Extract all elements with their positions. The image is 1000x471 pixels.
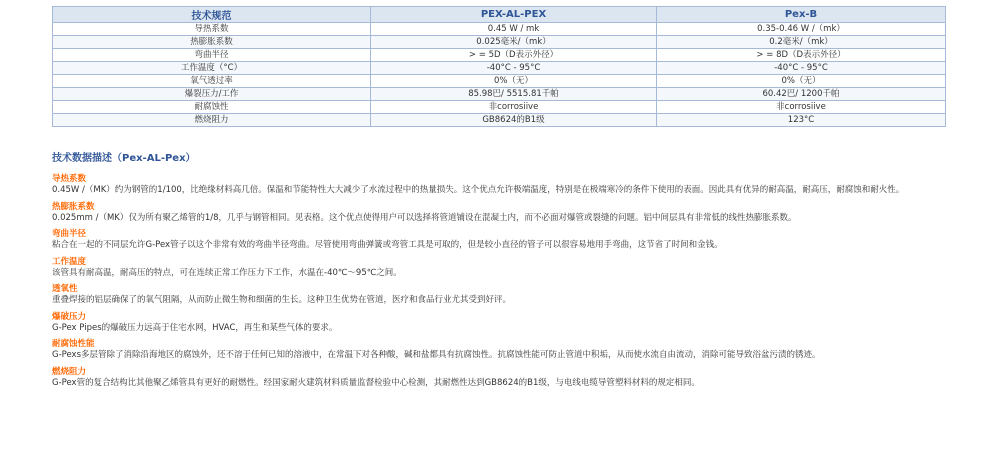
pex-b-cell: 60.42巴/ 1200千帕 <box>657 88 946 101</box>
description-item-title: 工作温度 <box>52 256 87 267</box>
table-row <box>53 36 946 49</box>
pex-al-pex-cell: -40°C - 95°C <box>371 62 657 75</box>
description-item-title: 耐腐蚀性能 <box>52 339 95 349</box>
spec-name-cell: 热膨胀系数 <box>53 36 371 49</box>
description-item <box>52 174 952 197</box>
description-item <box>52 257 952 280</box>
header-spec: 技术规范 <box>53 7 371 23</box>
table-row <box>53 62 946 75</box>
spec-name-cell: 导热系数 <box>53 23 371 36</box>
table-row <box>53 75 946 88</box>
table-row <box>53 23 946 36</box>
description-item-title: 导热系数 <box>52 174 87 184</box>
pex-b-cell: 0%（无） <box>657 75 946 88</box>
description-item-body: G-Pex Pipes的爆破压力远高于住宅水网，HVAC，再生和某些气体的要求。 <box>52 322 338 333</box>
description-item-body: 0.45W /（MK）约为钢管的1/100，比绝缘材料高几倍。保温和节能特性大大减少了水流过程中的热量损失。这个优点允许极端温度，特别是在极端寒冷的条件下使用的表面。因此具有优异的耐高温，耐高压，耐腐蚀和耐火性。 <box>52 185 905 195</box>
spec-name-cell: 耐腐蚀性 <box>53 101 371 114</box>
spec-table <box>52 6 946 127</box>
pex-b-cell: 0.35-0.46 W /（mk） <box>657 23 946 36</box>
description-section <box>52 152 952 394</box>
pex-b-cell: 非corrosiive <box>657 101 946 114</box>
spec-name-cell: 工作温度（°C） <box>53 62 371 75</box>
pex-al-pex-cell: 非corrosiive <box>371 101 657 114</box>
table-row <box>53 88 946 101</box>
description-item <box>52 202 952 225</box>
description-item-body: 重叠焊接的铝层确保了的氧气阻隔，从而防止微生物和细菌的生长。这种卫生优势在管道，医疗和食品行业尤其受到好评。 <box>52 295 512 305</box>
pex-al-pex-cell: 0.025毫米/（mk） <box>371 36 657 49</box>
table-row <box>53 101 946 114</box>
pex-b-cell: 123°C <box>657 114 946 127</box>
description-item <box>52 339 952 362</box>
description-item <box>52 284 952 307</box>
table-row <box>53 49 946 62</box>
description-item-title: 爆破压力 <box>52 311 87 322</box>
description-item <box>52 229 952 252</box>
table-row <box>53 114 946 127</box>
description-item <box>52 312 952 335</box>
pex-b-cell: > = 8D（D表示外径） <box>657 49 946 62</box>
pex-al-pex-cell: 0%（无） <box>371 75 657 88</box>
spec-name-cell: 燃烧阻力 <box>53 114 371 127</box>
header-pex-b: Pex-B <box>657 7 946 23</box>
pex-al-pex-cell: GB8624的B1级 <box>371 114 657 127</box>
description-item <box>52 367 952 390</box>
description-item-body: 该管具有耐高温，耐高压的特点，可在连续正常工作压力下工作，水温在-40℃〜95℃之间。 <box>52 267 402 278</box>
description-item-title: 弯曲半径 <box>52 229 87 239</box>
spec-table-header <box>53 7 946 23</box>
pex-al-pex-cell: 85.98巴/ 5515.81千帕 <box>371 88 657 101</box>
description-item-body: 0.025mm /（MK）仅为所有聚乙烯管的1/8，几乎与钢管相同。见表格。这个优点使得用户可以选择将管道铺设在混凝土内，而不必面对爆管或裂缝的问题。铝中间层具有非常低的线性热膨胀系数。 <box>52 212 797 223</box>
spec-name-cell: 弯曲半径 <box>53 49 371 62</box>
pex-b-cell: -40°C - 95°C <box>657 62 946 75</box>
pex-al-pex-cell: 0.45 W / mk <box>371 23 657 36</box>
description-title: 技术数据描述（Pex-AL-Pex） <box>52 153 196 164</box>
description-item-body: G-Pexs多层管除了消除沿海地区的腐蚀外，还不溶于任何已知的溶液中，在常温下对各种酸，碱和盐都具有抗腐蚀性。抗腐蚀性能可防止管道中积垢，从而使水流自由流动，消除可能导致浴盆污渍的锈迹。 <box>52 350 821 360</box>
spec-name-cell: 氧气透过率 <box>53 75 371 88</box>
description-item-title: 燃烧阻力 <box>52 366 87 377</box>
description-item-body: G-Pex管的复合结构比其他聚乙烯管具有更好的耐燃性。经国家耐火建筑材料质量监督检验中心检测，其耐燃性达到GB8624的B1级，与电线电缆导管塑料材料的规定相同。 <box>52 377 700 388</box>
description-item-title: 透氧性 <box>52 284 78 294</box>
description-item-title: 热膨胀系数 <box>52 201 95 212</box>
spec-name-cell: 爆裂压力/工作 <box>53 88 371 101</box>
description-item-body: 粘合在一起的不同层允许G-Pex管子以这个非常有效的弯曲半径弯曲。尽管使用弯曲弹簧或弯管工具是可取的，但是较小直径的管子可以很容易地用手弯曲，这节省了时间和金钱。 <box>52 240 723 250</box>
header-pex-al-pex: PEX-AL-PEX <box>371 7 657 23</box>
pex-b-cell: 0.2毫米/（mk） <box>657 36 946 49</box>
pex-al-pex-cell: > = 5D（D表示外径） <box>371 49 657 62</box>
